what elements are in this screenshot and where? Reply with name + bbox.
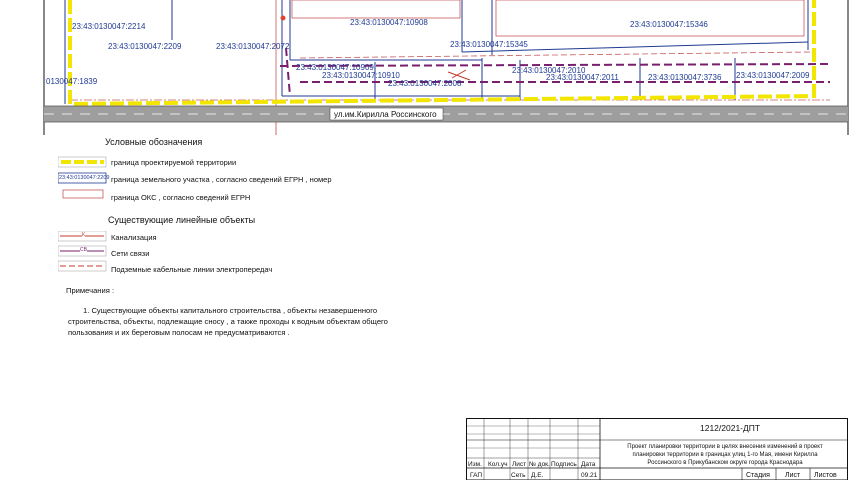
street-label: ул.им.Кирилла Россинского [334, 110, 437, 119]
legend-item-parcel: граница земельного участка , согласно сведений ЕГРН , номер [111, 175, 332, 184]
parcel-number: 0130047:1839 [46, 77, 98, 86]
legend-power-cables: Подземные кабельные линии электропередач [111, 265, 273, 274]
stamp-description-3: Россинского в Прикубанском округе города Краснодара [647, 460, 803, 466]
parcel-number: 23:43:0130047:10909 [296, 63, 374, 72]
stamp-description-2: планировки территории в границах улиц 1-го Мая, имени Кирилла [632, 452, 818, 458]
header-kol-uch: Кол.уч [488, 461, 508, 468]
header-list: Лист [512, 461, 527, 468]
row-role: ГАП [470, 472, 483, 479]
parcel-number: 23:43:0130047:2011 [546, 73, 619, 82]
notes-line-2: строительства, объекты, подлежащие сносу , а также проходы к водным объектам общего [68, 317, 388, 326]
sheet-label: Лист [785, 472, 801, 479]
parcel-number: 23:43:0130047:2009 [736, 71, 810, 80]
parcel-number: 23:43:0130047:15346 [630, 20, 708, 29]
parcel-number: 23:43:0130047:10910 [322, 71, 400, 80]
legend-parcel-sample: 23:43:0130047:2209 [59, 175, 110, 181]
parcel-number: 23:43:0130047:2010 [512, 66, 586, 75]
sheets-label: Листов [814, 472, 837, 479]
notes-heading: Примечания : [66, 286, 115, 295]
territory-border [70, 0, 814, 104]
doc-code: 1212/2021-ДПТ [700, 423, 761, 433]
parcel-number: 23:43:0130047:15345 [450, 40, 528, 49]
sewer-code: К [82, 232, 85, 238]
point-marker [281, 16, 286, 21]
parcel-number: 23:43:0130047:3736 [648, 73, 722, 82]
parcel-number: 23:43:0130047:2209 [108, 42, 182, 51]
parcel-number: 23:43:0130047:2072 [216, 42, 290, 51]
row-name: Сеть [511, 472, 526, 479]
legend-title: Условные обозначения [105, 137, 203, 147]
header-date: Дата [581, 461, 596, 468]
legend-item-territory: граница проектируемой территории [111, 158, 237, 167]
notes-line-1: 1. Существующие объекты капитального строительства , объекты незавершенного [83, 306, 378, 315]
parcel-boundaries [65, 0, 808, 104]
comm-code: СВ [80, 247, 87, 253]
notes-line-3: пользования и их береговым полосам не предусматриваются . [68, 328, 290, 337]
linear-objects-title: Существующие линейные объекты [108, 215, 256, 225]
parcel-number: 23:43:0130047:10908 [350, 18, 428, 27]
legend-communications: Сети связи [111, 249, 150, 258]
row-initials: Д.Е. [531, 472, 544, 479]
map-fragment [0, 0, 856, 135]
header-doc-no: № док. [529, 461, 550, 468]
legend-item-oks: граница ОКС , согласно сведений ЕГРН [111, 193, 251, 202]
parcel-number: 23:43:0130047:2214 [72, 22, 146, 31]
header-signature: Подпись [551, 461, 577, 468]
stamp-description-1: Проект планировки территории в целях внесения изменений в проект [627, 444, 823, 450]
legend-sewer: Канализация [111, 233, 157, 242]
parcel-number: 23:43:0130047:2008 [388, 79, 462, 88]
stage-label: Стадия [746, 472, 770, 479]
row-date: 09.21 [581, 472, 598, 479]
header-izm: Изм. [468, 461, 482, 468]
